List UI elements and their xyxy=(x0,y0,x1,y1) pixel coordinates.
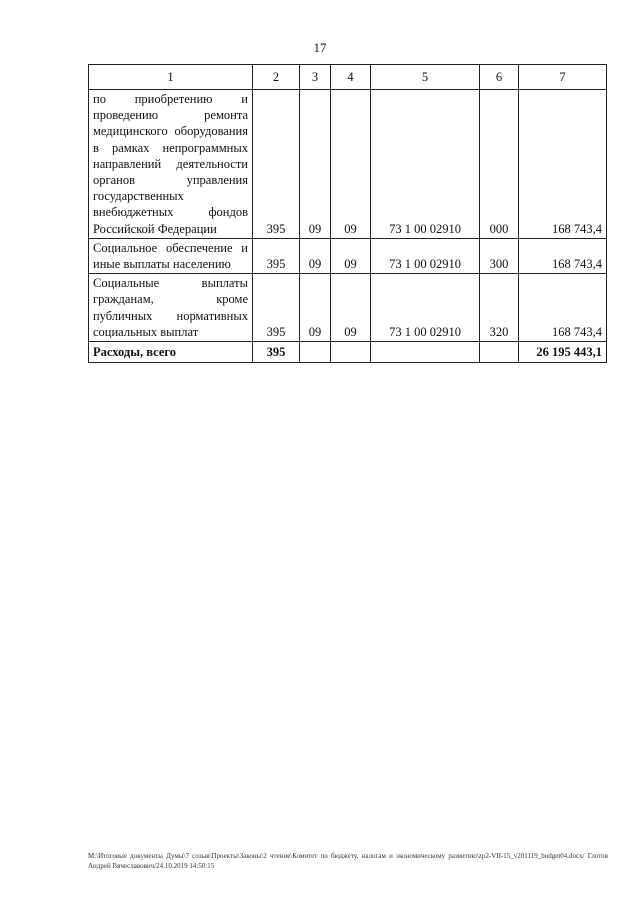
budget-table xyxy=(88,64,607,363)
column-header: 3 xyxy=(300,65,331,90)
target-article-code: 73 1 00 02910 xyxy=(371,238,480,273)
ministry-code: 395 xyxy=(253,238,300,273)
amount: 168 743,4 xyxy=(519,238,607,273)
empty-cell xyxy=(331,342,371,363)
table-row xyxy=(89,90,607,239)
expense-name: Социальное обеспечение и иные выплаты населению xyxy=(89,238,253,273)
expense-type-code: 320 xyxy=(480,274,519,342)
subsection-code: 09 xyxy=(331,238,371,273)
target-article-code: 73 1 00 02910 xyxy=(371,274,480,342)
empty-cell xyxy=(300,342,331,363)
amount: 168 743,4 xyxy=(519,274,607,342)
column-header: 6 xyxy=(480,65,519,90)
section-code: 09 xyxy=(300,274,331,342)
ministry-code: 395 xyxy=(253,274,300,342)
expense-name: по приобретению и проведению ремонта медицинского оборудования в рамках непрограммных направлений деятельности органов управления государственных внебюджетных фондов Российской Федерации xyxy=(89,90,253,239)
total-amount: 26 195 443,1 xyxy=(519,342,607,363)
document-path-footer: M:\Итоговые документы Думы\7 созыв\Проекты\Законы\2 чтение\Комитет по бюджету, налогам и экономическому развитию\zp2-VII-15_v201119_budget04.docx/ Глотов Андрей Вячеславович/24.10.2019 14:50:15 xyxy=(88,852,608,870)
section-code: 09 xyxy=(300,90,331,239)
table-row xyxy=(89,238,607,273)
subsection-code: 09 xyxy=(331,90,371,239)
total-ministry-code: 395 xyxy=(253,342,300,363)
page-number: 17 xyxy=(313,40,327,55)
empty-cell xyxy=(480,342,519,363)
total-row xyxy=(89,342,607,363)
total-label: Расходы, всего xyxy=(89,342,253,363)
column-header: 2 xyxy=(253,65,300,90)
column-header: 7 xyxy=(519,65,607,90)
expense-type-code: 300 xyxy=(480,238,519,273)
column-header: 4 xyxy=(331,65,371,90)
subsection-code: 09 xyxy=(331,274,371,342)
column-header: 5 xyxy=(371,65,480,90)
expense-type-code: 000 xyxy=(480,90,519,239)
column-header: 1 xyxy=(89,65,253,90)
empty-cell xyxy=(371,342,480,363)
expense-name: Социальные выплаты гражданам, кроме публичных нормативных социальных выплат xyxy=(89,274,253,342)
section-code: 09 xyxy=(300,238,331,273)
ministry-code: 395 xyxy=(253,90,300,239)
amount: 168 743,4 xyxy=(519,90,607,239)
table-header-row xyxy=(89,65,607,90)
table-row xyxy=(89,274,607,342)
target-article-code: 73 1 00 02910 xyxy=(371,90,480,239)
